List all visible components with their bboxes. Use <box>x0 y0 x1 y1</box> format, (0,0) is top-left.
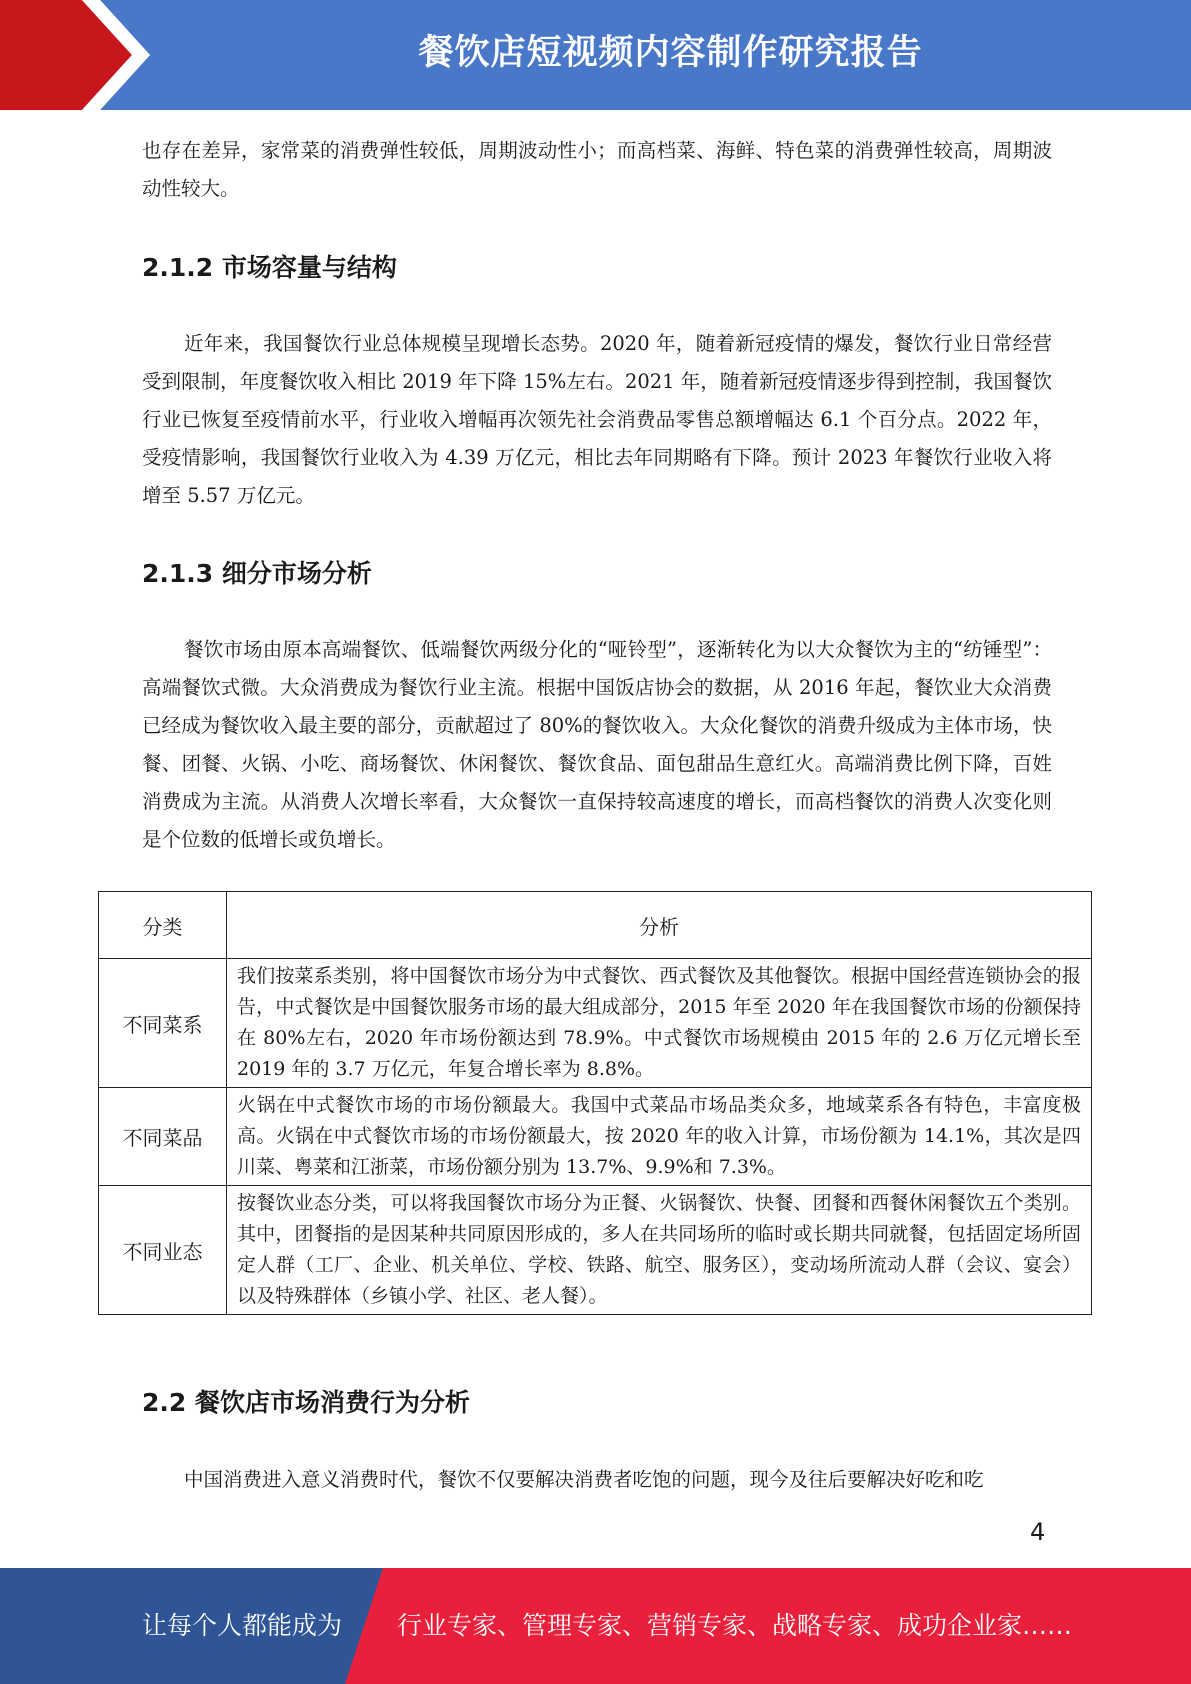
table-cell-category: 不同菜系 <box>99 959 227 1088</box>
page-header <box>0 0 1191 110</box>
section-2-1-3-paragraph: 餐饮市场由原本高端餐饮、低端餐饮两级分化的“哑铃型”，逐渐转化为以大众餐饮为主的“纺锤型”：高端餐饮式微。大众消费成为餐饮行业主流。根据中国饭店协会的数据，从 2016 年起，餐饮业大众消费已经成为餐饮收入最主要的部分，贡献超过了 80%的餐饮收入。大众化餐饮的消费升级成为主体市场，快餐、团餐、火锅、小吃、商场餐饮、休闲餐饮、餐饮食品、面包甜品生意红火。高端消费比例下降，百姓消费成为主流。从消费人次增长率看，大众餐饮一直保持较高速度的增长，而高档餐饮的消费人次变化则是个位数的低增长或负增长。 <box>142 638 1052 851</box>
table-row <box>99 1186 1092 1315</box>
section-2-1-2-paragraph: 近年来，我国餐饮行业总体规模呈现增长态势。2020 年，随着新冠疫情的爆发，餐饮行业日常经营受到限制，年度餐饮收入相比 2019 年下降 15%左右。2021 年，随着新冠疫情逐步得到控制，我国餐饮行业已恢复至疫情前水平，行业收入增幅再次领先社会消费品零售总额增幅达 6.1 个百分点。2022 年，受疫情影响，我国餐饮行业收入为 4.39 万亿元，相比去年同期略有下降。预计 2023 年餐饮行业收入将增至 5.57 万亿元。 <box>142 332 1052 507</box>
header-arrow-icon <box>0 0 160 110</box>
footer-slogan-left: 让每个人都能成为 <box>142 1611 343 1640</box>
section-heading-2-2: 2.2 餐饮店市场消费行为分析 <box>142 1388 470 1417</box>
table-header-row <box>99 892 1092 959</box>
table-cell-category: 不同业态 <box>99 1186 227 1315</box>
table-row <box>99 1088 1092 1186</box>
table-cell-analysis: 我们按菜系类别，将中国餐饮市场分为中式餐饮、西式餐饮及其他餐饮。根据中国经营连锁协会的报告，中式餐饮是中国餐饮服务市场的最大组成部分，2015 年至 2020 年在我国餐饮市场的份额保持在 80%左右，2020 年市场份额达到 78.9%。中式餐饮市场规模由 2015 年的 2.6 万亿元增长至 2019 年的 3.7 万亿元，年复合增长率为 8.8%。 <box>227 959 1092 1088</box>
section-heading-2-1-3: 2.1.3 细分市场分析 <box>142 559 372 588</box>
continuation-paragraph: 也存在差异，家常菜的消费弹性较低，周期波动性小；而高档菜、海鲜、特色菜的消费弹性较高，周期波动性较大。 <box>142 139 1052 200</box>
table-header-analysis: 分析 <box>227 892 1092 959</box>
table-cell-analysis: 火锅在中式餐饮市场的市场份额最大。我国中式菜品市场品类众多，地域菜系各有特色，丰富度极高。火锅在中式餐饮市场的市场份额最大，按 2020 年的收入计算，市场份额为 14.1%，其次是四川菜、粤菜和江浙菜，市场份额分别为 13.7%、9.9%和 7.3%。 <box>227 1088 1092 1186</box>
table-row <box>99 959 1092 1088</box>
footer-slogan-right: 行业专家、管理专家、营销专家、战略专家、成功企业家…… <box>397 1611 1073 1640</box>
table-cell-analysis: 按餐饮业态分类，可以将我国餐饮市场分为正餐、火锅餐饮、快餐、团餐和西餐休闲餐饮五个类别。其中，团餐指的是因某种共同原因形成的，多人在共同场所的临时或长期共同就餐，包括固定场所固定人群（工厂、企业、机关单位、学校、铁路、航空、服务区），变动场所流动人群（会议、宴会）以及特殊群体（乡镇小学、社区、老人餐）。 <box>227 1186 1092 1315</box>
page-footer <box>0 1568 1191 1684</box>
section-2-2-paragraph: 中国消费进入意义消费时代，餐饮不仅要解决消费者吃饱的问题，现今及往后要解决好吃和吃 <box>184 1468 984 1491</box>
report-title: 餐饮店短视频内容制作研究报告 <box>418 33 923 73</box>
section-heading-2-1-2: 2.1.2 市场容量与结构 <box>142 253 397 282</box>
segment-analysis-table <box>98 891 1092 1315</box>
page-number: 4 <box>1030 1518 1046 1546</box>
table-cell-category: 不同菜品 <box>99 1088 227 1186</box>
table-header-category: 分类 <box>99 892 227 959</box>
